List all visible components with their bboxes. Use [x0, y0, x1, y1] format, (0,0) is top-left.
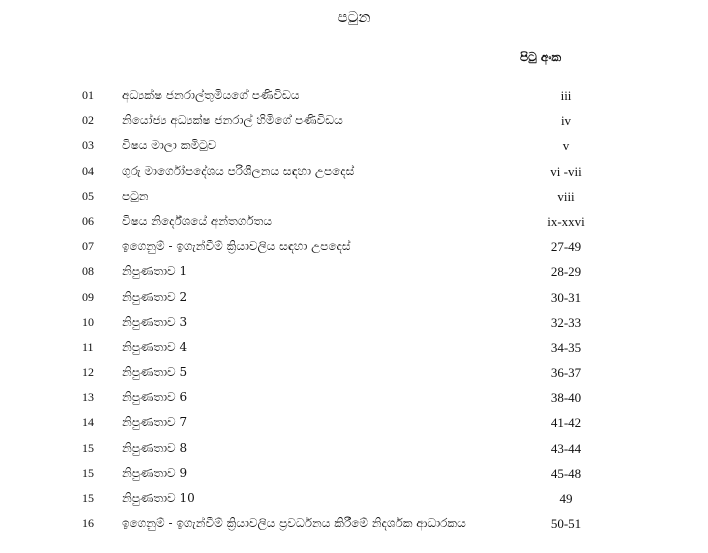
toc-pages: iii	[560, 88, 572, 103]
toc-row	[0, 285, 708, 310]
toc-row	[0, 159, 708, 184]
toc-title: නිපුණතාව 7	[122, 415, 188, 430]
toc-row	[0, 83, 708, 108]
toc-title: නිපුණතාව 2	[122, 289, 188, 304]
toc-pages: iv	[560, 113, 572, 129]
toc-row	[0, 234, 708, 259]
toc-pages: 34-35	[550, 339, 582, 355]
toc-pages: 30-31	[550, 289, 582, 305]
toc-number: 16	[82, 516, 94, 531]
toc-row	[0, 335, 708, 360]
toc-number: 07	[82, 239, 94, 254]
toc-number: 09	[82, 289, 94, 304]
page-numbers-header: පිටු අංක	[520, 50, 562, 64]
toc-pages: 43-44	[550, 440, 582, 456]
toc-number: 02	[82, 113, 94, 128]
toc-row	[0, 436, 708, 461]
toc-title: නිපුණතාව 3	[122, 314, 188, 329]
toc-number: 08	[82, 264, 94, 279]
toc-row	[0, 410, 708, 435]
toc-pages: 45-48	[550, 465, 582, 481]
page-title: පටුන	[337, 8, 371, 26]
toc-number: 10	[82, 314, 94, 329]
toc-pages: 50-51	[550, 516, 582, 532]
toc-number: 03	[82, 138, 94, 153]
toc-pages: v	[562, 138, 570, 154]
toc-title: නිපුණතාව 8	[122, 440, 188, 455]
toc-number: 15	[82, 491, 94, 505]
toc-title: විෂය මාලා කමිටුව	[122, 138, 217, 153]
toc-row	[0, 385, 708, 410]
toc-title: නිපුණතාව 10	[122, 491, 195, 505]
toc-title: නිපුණතාව 9	[122, 465, 188, 480]
toc-row	[0, 461, 708, 486]
toc-title: නිපුණතාව 5	[122, 365, 188, 380]
toc-pages: vi -vii	[550, 163, 582, 179]
toc-row	[0, 209, 708, 234]
toc-title: විෂය නිර්දේශයේ අන්තර්ගතය	[122, 213, 272, 228]
toc-number: 04	[82, 163, 94, 178]
toc-title: ඉගෙනුම් - ඉගැන්වීම් ක්‍රියාවලිය සඳහා උපදෙස්	[122, 239, 351, 254]
toc-pages: 28-29	[550, 264, 582, 280]
toc-number: 11	[82, 339, 94, 354]
toc-row	[0, 133, 708, 158]
toc-pages: 32-33	[550, 314, 582, 330]
toc-title: ඉගෙනුම් - ඉගැන්වීම් ක්‍රියාවලිය ප්‍රවර්ධනය කිරීමේ නිදර්ශක ආධාරකය	[122, 516, 466, 531]
toc-row	[0, 360, 708, 385]
toc-title: ගුරු මාර්ගෝපදේශය පරිශීලනය සඳහා උපදෙස්	[122, 163, 355, 178]
toc-row	[0, 511, 708, 536]
table-of-contents	[0, 83, 708, 536]
toc-pages: 49	[559, 491, 573, 506]
toc-row	[0, 184, 708, 209]
toc-number: 15	[82, 465, 94, 480]
toc-row	[0, 486, 708, 511]
toc-title: නිපුණතාව 6	[122, 390, 188, 405]
toc-pages: 36-37	[550, 365, 582, 381]
toc-number: 01	[82, 88, 94, 102]
toc-pages: ix-xxvi	[547, 213, 585, 229]
toc-title: නිපුණතාව 1	[122, 264, 188, 279]
toc-pages: 27-49	[550, 239, 582, 255]
toc-number: 06	[82, 213, 94, 228]
toc-row	[0, 310, 708, 335]
toc-number: 12	[82, 365, 94, 380]
toc-row	[0, 259, 708, 284]
toc-pages: 41-42	[550, 415, 582, 431]
toc-number: 14	[82, 415, 94, 430]
toc-pages: viii	[557, 188, 575, 204]
toc-pages: 38-40	[550, 390, 582, 406]
toc-row	[0, 108, 708, 133]
toc-title: නියෝජ්‍ය අධ්‍යක්ෂ ජනරාල් හිමිගේ පණිවිඩය	[122, 113, 343, 128]
toc-number: 15	[82, 440, 94, 455]
toc-title: නිපුණතාව 4	[122, 339, 188, 354]
toc-number: 05	[82, 188, 94, 203]
toc-title: අධ්‍යක්ෂ ජනරාල්තුමියගේ පණිවිඩය	[122, 88, 300, 102]
toc-title: පටුන	[122, 188, 149, 203]
toc-number: 13	[82, 390, 94, 405]
